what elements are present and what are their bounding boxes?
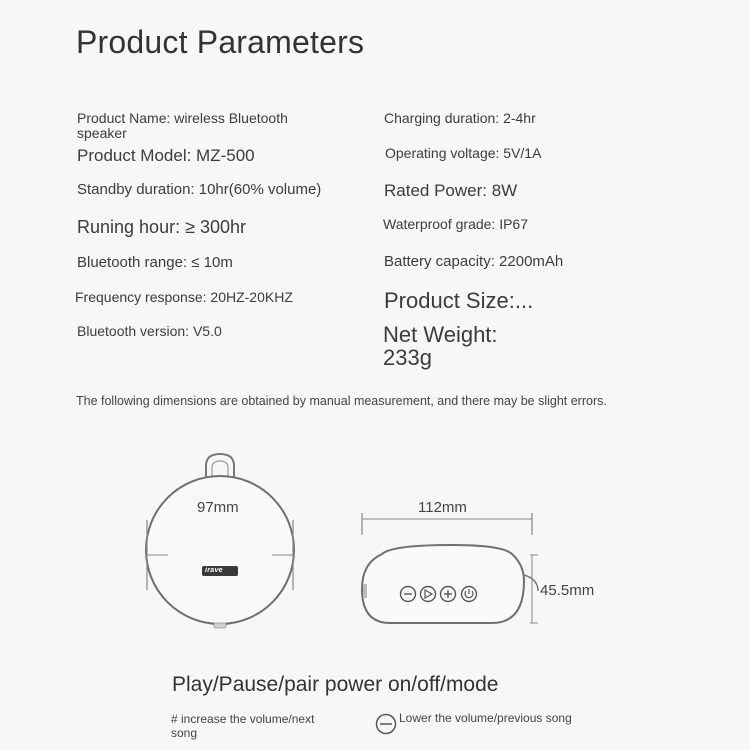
speaker-body-side [362, 545, 524, 623]
param-net-weight: Net Weight: 233g [383, 322, 498, 371]
param-bluetooth-version: Bluetooth version: V5.0 [77, 323, 222, 339]
height-label: 45.5mm [540, 582, 595, 599]
param-charging-duration: Charging duration: 2-4hr [384, 110, 536, 126]
side-view-drawing [352, 505, 552, 645]
param-bluetooth-range: Bluetooth range: ≤ 10m [77, 254, 233, 271]
param-operating-voltage: Operating voltage: 5V/1A [385, 145, 542, 161]
param-product-size: Product Size:... [384, 288, 534, 313]
param-product-model: Product Model: MZ-500 [77, 146, 255, 165]
front-view-drawing [140, 450, 310, 640]
param-battery-capacity: Battery capacity: 2200mAh [384, 253, 564, 270]
increase-volume-legend: # increase the volume/next song [171, 712, 315, 740]
decrease-volume-legend: Lower the volume/previous song [399, 711, 572, 725]
measurement-note: The following dimensions are obtained by manual measurement, and there may be slight errors. [76, 394, 607, 408]
minus-circle-icon [375, 713, 397, 735]
param-product-name: Product Name: wireless Bluetooth speaker [77, 110, 288, 141]
page-title: Product Parameters [76, 24, 365, 60]
brand-logo: irave [205, 567, 223, 574]
hanging-loop [206, 454, 234, 478]
diameter-label: 97mm [197, 499, 239, 516]
loop-side [524, 575, 538, 591]
param-standby-duration: Standby duration: 10hr(60% volume) [77, 181, 322, 198]
param-frequency-response: Frequency response: 20HZ-20KHZ [75, 289, 293, 305]
button-functions-caption: Play/Pause/pair power on/off/mode [172, 673, 499, 696]
param-waterproof-grade: Waterproof grade: IP67 [383, 216, 529, 232]
param-rated-power: Rated Power: 8W [384, 181, 518, 200]
param-running-hour: Runing hour: ≥ 300hr [77, 217, 246, 237]
length-label: 112mm [418, 499, 467, 516]
